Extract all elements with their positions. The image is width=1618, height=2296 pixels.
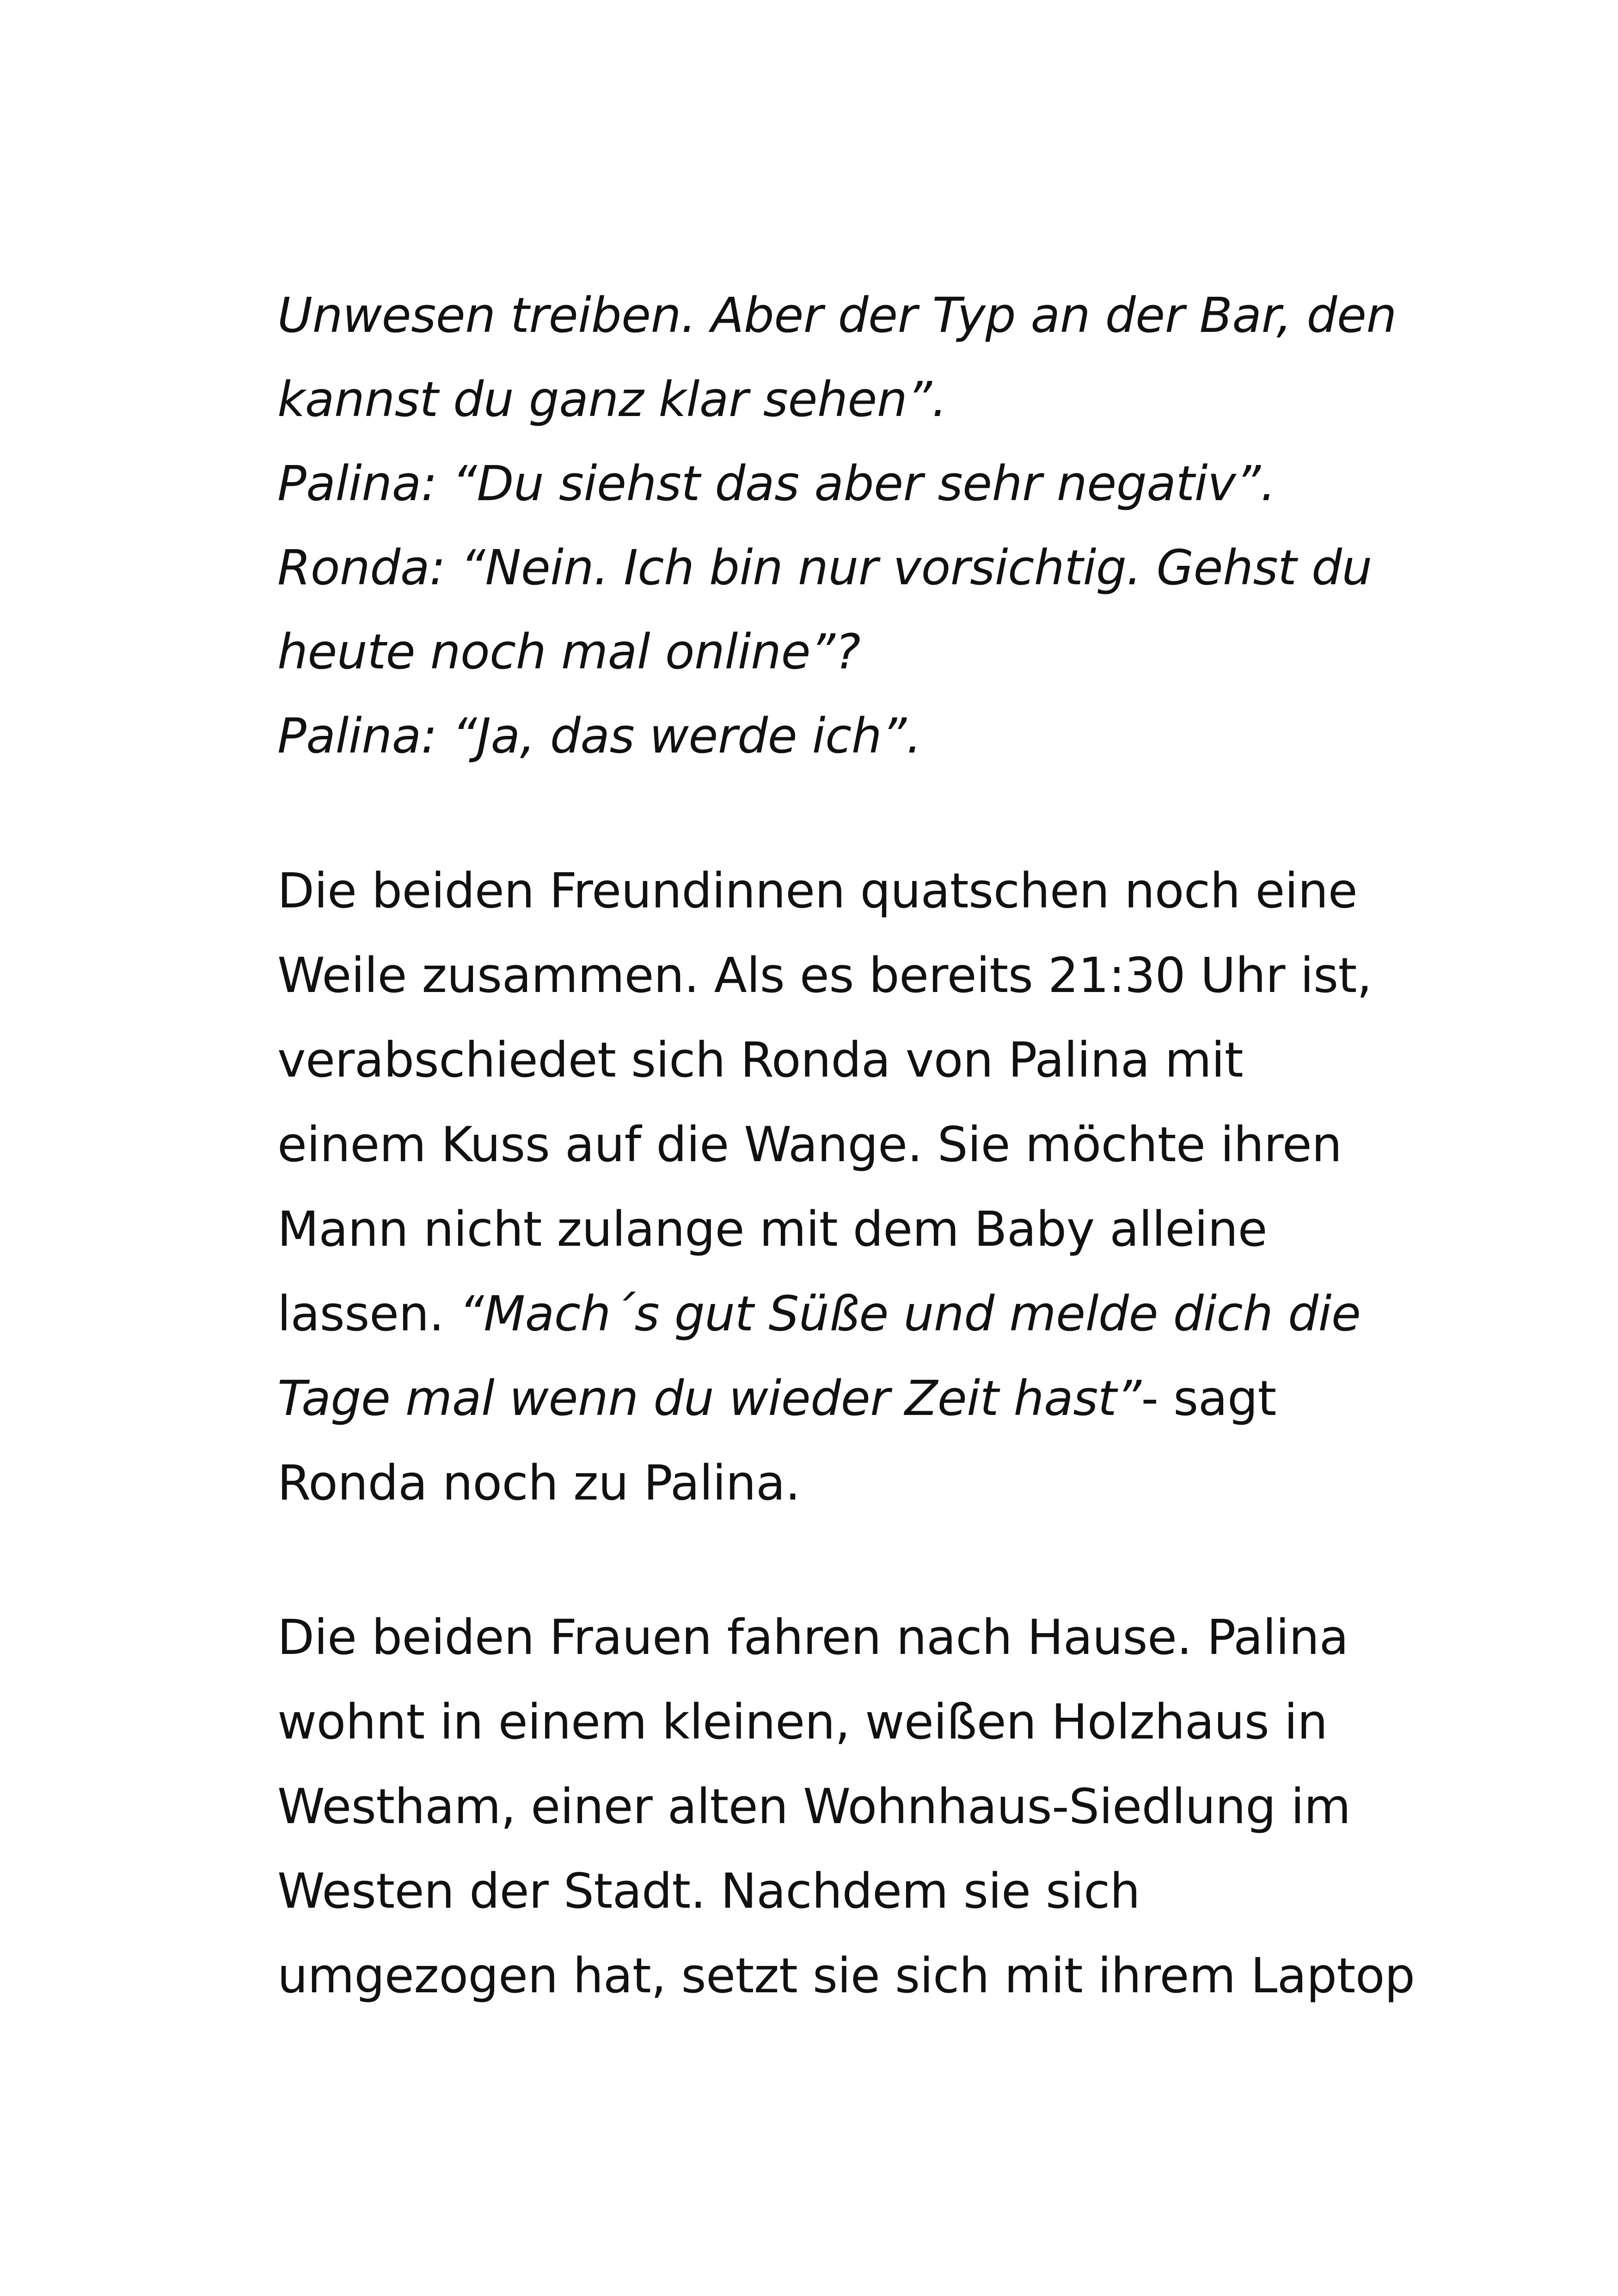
paragraph-line: Ronda noch zu Palina. <box>277 1455 800 1511</box>
paragraph-line: Westham, einer alten Wohnhaus-Siedlung im <box>277 1778 1351 1835</box>
paragraph-line-mixed <box>277 1286 1361 1342</box>
dialogue-line: Palina: “Du siehst das aber sehr negativ”. <box>277 455 1276 512</box>
paragraph-text: lassen. <box>277 1286 460 1342</box>
paragraph-line: umgezogen hat, setzt sie sich mit ihrem Laptop <box>277 1947 1415 2004</box>
dialogue-line: kannst du ganz klar sehen”. <box>277 371 947 428</box>
paragraph-line: Westen der Stadt. Nachdem sie sich <box>277 1863 1140 1919</box>
quote-text: “Mach´s gut Süße und melde dich die <box>459 1286 1361 1342</box>
paragraph-line: einem Kuss auf die Wange. Sie möchte ihren <box>277 1116 1342 1173</box>
paragraph-line: wohnt in einem kleinen, weißen Holzhaus in <box>277 1694 1328 1750</box>
dialogue-line: Palina: “Ja, das werde ich”. <box>277 708 922 764</box>
paragraph-line: Weile zusammen. Als es bereits 21:30 Uhr ist, <box>277 947 1372 1004</box>
dialogue-line: heute noch mal online”? <box>277 624 861 680</box>
paragraph-text: - sagt <box>1141 1370 1276 1427</box>
paragraph-line: Die beiden Frauen fahren nach Hause. Palina <box>277 1609 1348 1665</box>
paragraph-line: verabschiedet sich Ronda von Palina mit <box>277 1032 1244 1088</box>
quote-text: Tage mal wenn du wieder Zeit hast” <box>277 1370 1141 1427</box>
dialogue-line: Unwesen treiben. Aber der Typ an der Bar, den <box>277 287 1397 343</box>
paragraph-line-mixed <box>277 1370 1276 1427</box>
dialogue-line: Ronda: “Nein. Ich bin nur vorsichtig. Gehst du <box>277 539 1372 596</box>
paragraph-line: Mann nicht zulange mit dem Baby alleine <box>277 1201 1268 1257</box>
paragraph-line: Die beiden Freundinnen quatschen noch eine <box>277 863 1358 919</box>
